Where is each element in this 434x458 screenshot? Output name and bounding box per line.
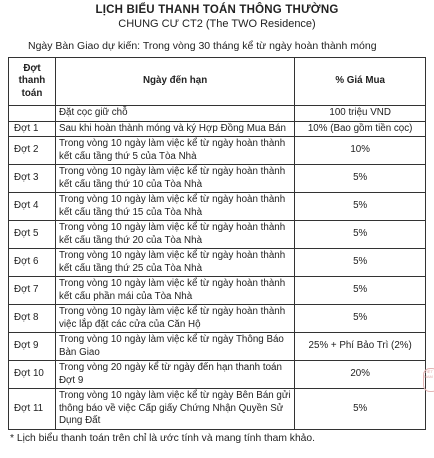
payment-schedule-table	[8, 57, 426, 430]
cell-period: Đợt 2	[9, 137, 56, 165]
cell-period: Đợt 4	[9, 193, 56, 221]
cell-due: Trong vòng 10 ngày làm việc kể từ ngày hoàn thành kết cấu tầng thứ 15 của Tòa Nhà	[55, 193, 294, 221]
cell-due: Trong vòng 10 ngày làm việc kể từ ngày hoàn thành kết cấu tầng thứ 10 của Tòa Nhà	[55, 165, 294, 193]
cell-percent: 5%	[295, 389, 426, 430]
cell-due: Trong vòng 10 ngày làm việc kể từ ngày Bên Bán gửi thông báo về việc Cấp giấy Chứng Nhận Quyền Sử Dụng Đất	[55, 389, 294, 430]
cell-due: Trong vòng 20 ngày kể từ ngày đến hạn thanh toán Đợt 9	[55, 361, 294, 389]
cell-period: Đợt 10	[9, 361, 56, 389]
cell-period: Đợt 9	[9, 333, 56, 361]
table-row	[9, 361, 426, 389]
cell-percent: 10% (Bao gồm tiền cọc)	[295, 121, 426, 137]
table-row	[9, 106, 426, 122]
cell-period: Đợt 7	[9, 277, 56, 305]
cell-period: Đợt 8	[9, 305, 56, 333]
cell-period: Đợt 1	[9, 121, 56, 137]
seal-stamp	[423, 368, 434, 392]
table-row	[9, 137, 426, 165]
cell-due: Trong vòng 10 ngày làm việc kể từ ngày hoàn thành kết cấu tầng thứ 25 của Tòa Nhà	[55, 249, 294, 277]
table-row	[9, 305, 426, 333]
cell-due: Trong vòng 10 ngày làm việc kể từ ngày Thông Báo Bàn Giao	[55, 333, 294, 361]
cell-period: Đợt 3	[9, 165, 56, 193]
cell-percent: 5%	[295, 277, 426, 305]
cell-due: Trong vòng 10 ngày làm việc kể từ ngày hoàn thành kết cấu phần mái của Tòa Nhà	[55, 277, 294, 305]
table-row	[9, 333, 426, 361]
handover-note: Ngày Bàn Giao dự kiến: Trong vòng 30 tháng kể từ ngày hoàn thành móng	[28, 40, 377, 52]
cell-due: Sau khi hoàn thành móng và ký Hợp Đồng Mua Bán	[55, 121, 294, 137]
table-row	[9, 249, 426, 277]
table-row	[9, 389, 426, 430]
header-due-date: Ngày đến hạn	[55, 58, 294, 106]
table-header-row	[9, 58, 426, 106]
document-subtitle: CHUNG CƯ CT2 (The TWO Residence)	[118, 18, 316, 30]
header-period: Đợt thanh toán	[9, 58, 56, 106]
cell-period	[9, 106, 56, 122]
cell-percent: 5%	[295, 165, 426, 193]
cell-percent: 5%	[295, 221, 426, 249]
cell-percent: 5%	[295, 193, 426, 221]
document-title: LỊCH BIỂU THANH TOÁN THÔNG THƯỜNG	[95, 4, 339, 16]
cell-period: Đợt 11	[9, 389, 56, 430]
table-row	[9, 193, 426, 221]
table-row	[9, 121, 426, 137]
table-row	[9, 277, 426, 305]
cell-due: Trong vòng 10 ngày làm việc kể từ ngày hoàn thành kết cấu tầng thứ 20 của Tòa Nhà	[55, 221, 294, 249]
table-row	[9, 221, 426, 249]
seal-stamp-text: VIỆT NAM	[424, 369, 433, 379]
footnote: * Lịch biểu thanh toán trên chỉ là ước tính và mang tính tham khảo.	[10, 433, 316, 444]
cell-percent: 5%	[295, 305, 426, 333]
table-row	[9, 165, 426, 193]
cell-due: Trong vòng 10 ngày làm việc kể từ ngày hoàn thành kết cấu tầng thứ 5 của Tòa Nhà	[55, 137, 294, 165]
cell-due: Đặt cọc giữ chỗ	[55, 106, 294, 122]
cell-period: Đợt 5	[9, 221, 56, 249]
cell-percent: 25% + Phí Bảo Trì (2%)	[295, 333, 426, 361]
header-percent: % Giá Mua	[295, 58, 426, 106]
cell-percent: 10%	[295, 137, 426, 165]
cell-period: Đợt 6	[9, 249, 56, 277]
cell-percent: 5%	[295, 249, 426, 277]
cell-percent: 20%	[295, 361, 426, 389]
cell-due: Trong vòng 10 ngày làm việc kể từ ngày hoàn thành việc lắp đặt các cửa của Căn Hộ	[55, 305, 294, 333]
cell-percent: 100 triệu VND	[295, 106, 426, 122]
